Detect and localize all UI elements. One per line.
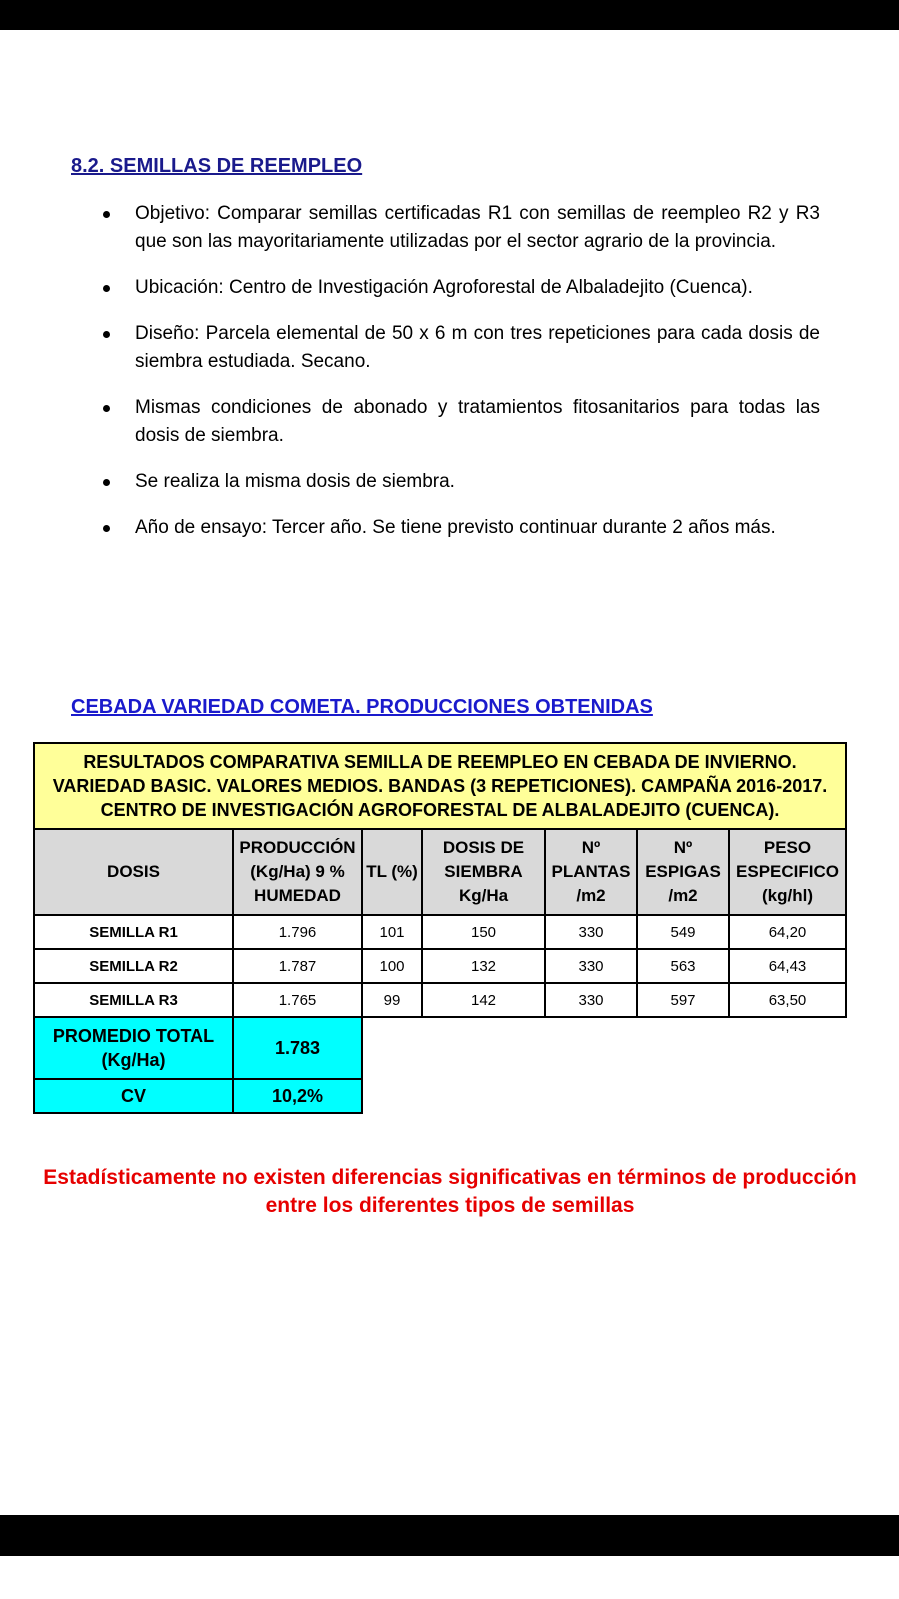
cell-dosis-siembra: 132	[422, 949, 545, 983]
cell-espigas: 549	[637, 915, 729, 949]
promedio-label: PROMEDIO TOTAL (Kg/Ha)	[34, 1017, 233, 1079]
cell-produccion: 1.765	[233, 983, 362, 1017]
cell-plantas: 330	[545, 983, 637, 1017]
table-row	[34, 949, 846, 983]
row-label: SEMILLA R3	[34, 983, 233, 1017]
cell-peso: 63,50	[729, 983, 846, 1017]
cell-tl: 99	[362, 983, 422, 1017]
header-produccion: PRODUCCIÓN (Kg/Ha) 9 % HUMEDAD	[233, 829, 362, 915]
header-dosis-siembra: DOSIS DE SIEMBRA Kg/Ha	[422, 829, 545, 915]
navigation-bar	[0, 1515, 899, 1556]
subsection-title: CEBADA VARIEDAD COMETA. PRODUCCIONES OBTENIDAS	[71, 696, 653, 718]
table-row	[34, 983, 846, 1017]
bullet-objetivo: Objetivo: Comparar semillas certificadas R1 con semillas de reempleo R2 y R3 que son las mayoritariamente utilizadas por el sector agrario de la provincia.	[100, 200, 820, 256]
promedio-value: 1.783	[233, 1017, 362, 1079]
bullet-list	[100, 200, 820, 560]
header-dosis: DOSIS	[34, 829, 233, 915]
summary-row-cv	[34, 1079, 846, 1113]
header-peso-especifico: PESO ESPECIFICO (kg/hl)	[729, 829, 846, 915]
summary-row-promedio	[34, 1017, 846, 1079]
header-espigas: Nº ESPIGAS /m2	[637, 829, 729, 915]
bullet-icon	[103, 285, 110, 292]
bullet-dosis: Se realiza la misma dosis de siembra.	[100, 468, 820, 496]
section-title: 8.2. SEMILLAS DE REEMPLEO	[71, 155, 363, 177]
row-label: SEMILLA R2	[34, 949, 233, 983]
bullet-condiciones: Mismas condiciones de abonado y tratamientos fitosanitarios para todas las dosis de siembra.	[100, 394, 820, 450]
cell-produccion: 1.796	[233, 915, 362, 949]
cell-dosis-siembra: 142	[422, 983, 545, 1017]
bullet-icon	[103, 405, 110, 412]
cell-dosis-siembra: 150	[422, 915, 545, 949]
row-label: SEMILLA R1	[34, 915, 233, 949]
bullet-icon	[103, 211, 110, 218]
cell-plantas: 330	[545, 915, 637, 949]
cell-espigas: 563	[637, 949, 729, 983]
cv-label: CV	[34, 1079, 233, 1113]
cell-tl: 101	[362, 915, 422, 949]
bullet-diseno: Diseño: Parcela elemental de 50 x 6 m con tres repeticiones para cada dosis de siembra estudiada. Secano.	[100, 320, 820, 376]
bullet-icon	[103, 331, 110, 338]
cell-peso: 64,43	[729, 949, 846, 983]
cell-produccion: 1.787	[233, 949, 362, 983]
cell-plantas: 330	[545, 949, 637, 983]
cell-peso: 64,20	[729, 915, 846, 949]
bullet-ano-ensayo: Año de ensayo: Tercer año. Se tiene previsto continuar durante 2 años más.	[100, 514, 820, 542]
empty-cell	[362, 1079, 846, 1113]
results-table	[33, 742, 847, 1114]
table-row	[34, 915, 846, 949]
bullet-icon	[103, 479, 110, 486]
conclusion-text: Estadísticamente no existen diferencias significativas en términos de producción entre los diferentes tipos de semillas	[43, 1166, 857, 1217]
header-tl: TL (%)	[362, 829, 422, 915]
empty-cell	[362, 1017, 846, 1079]
cell-espigas: 597	[637, 983, 729, 1017]
cell-tl: 100	[362, 949, 422, 983]
status-bar	[0, 0, 899, 30]
cv-value: 10,2%	[233, 1079, 362, 1113]
bullet-icon	[103, 525, 110, 532]
table-caption: RESULTADOS COMPARATIVA SEMILLA DE REEMPLEO EN CEBADA DE INVIERNO. VARIEDAD BASIC. VALORES MEDIOS. BANDAS (3 REPETICIONES). CAMPAÑA 2016-2017. CENTRO DE INVESTIGACIÓN AGROFORESTAL DE ALBALADEJITO (CUENCA).	[34, 743, 846, 829]
bullet-ubicacion: Ubicación: Centro de Investigación Agroforestal de Albaladejito (Cuenca).	[100, 274, 820, 302]
header-plantas: Nº PLANTAS /m2	[545, 829, 637, 915]
